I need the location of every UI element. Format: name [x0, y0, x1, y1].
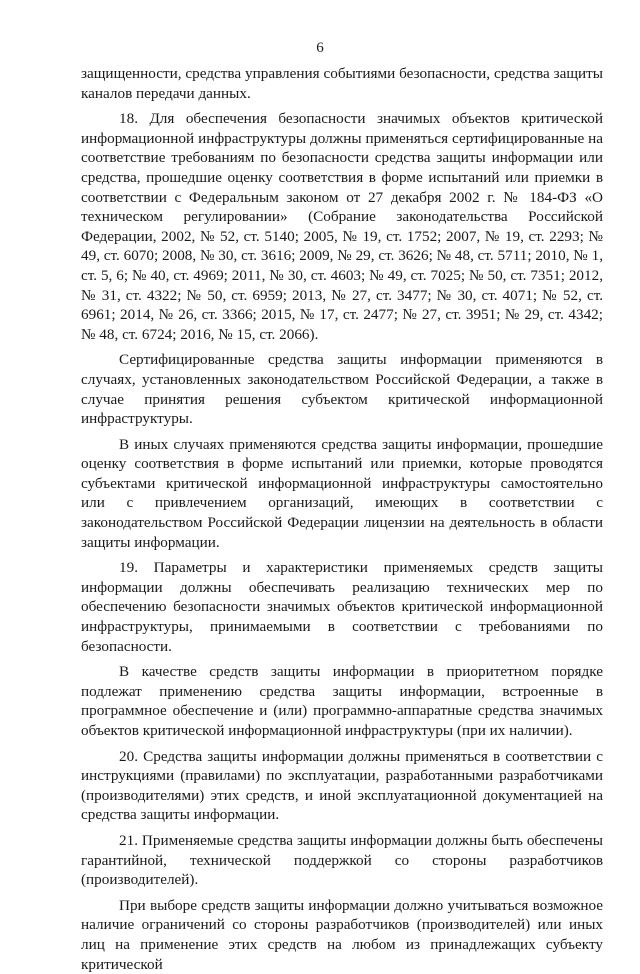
paragraph-priority-tools: В качестве средств защиты информации в приоритетном порядке подлежат применению средства защиты информации, встроенные в программное обеспечение и (или) программно-аппаратные средства значимых объектов критической информационной инфраструктуры (при их наличии).: [81, 663, 603, 739]
paragraph-item-21: 21. Применяемые средства защиты информации должны быть обеспечены гарантийной, технической поддержкой со стороны разработчиков (производителей).: [81, 831, 603, 889]
page-number: 6: [316, 40, 324, 56]
paragraph-certified-tools: Сертифицированные средства защиты информации применяются в случаях, установленных законодательством Российской Федерации, а также в случае принятия решения субъектом критической информационной инфраструктуры.: [81, 351, 603, 428]
paragraph-tool-selection: При выборе средств защиты информации должно учитываться возможное наличие ограничений со стороны разработчиков (производителей) или иных лиц на применение этих средств на любом из принадлежащих субъекту критической: [81, 896, 603, 973]
paragraph-item-20: 20. Средства защиты информации должны применяться в соответствии с инструкциями (правилами) по эксплуатации, разработанными разработчиками (производителями) этих средств, и иной эксплуатационной документацией на средства защиты информации.: [81, 747, 603, 824]
paragraph-item-18: 18. Для обеспечения безопасности значимых объектов критической информационной инфраструктуры должны применяться сертифицированные на соответствие требованиям по безопасности средства защиты информации или средства, прошедшие оценку соответствия в форме испытаний или приемки в соответствии с Федеральным законом от 27 декабря 2002 г. № 184-ФЗ «О техническом регулировании» (Собрание законодательства Российской Федерации, 2002, № 52, ст. 5140; 2005, № 19, ст. 1752; 2007, № 19, ст. 2293; № 49, ст. 6070; 2008, № 30, ст. 3616; 2009, № 29, ст. 3626; № 48, ст. 5711; 2010, № 1, ст. 5, 6; № 40, ст. 4969; 2011, № 30, ст. 4603; № 49, ст. 7025; № 50, ст. 7351; 2012, № 31, ст. 4322; № 50, ст. 6959; 2013, № 27, ст. 3477; № 30, ст. 4071; № 52, ст. 6961; 2014, № 26, ст. 3366; 2015, № 17, ст. 2477; № 27, ст. 3951; № 29, ст. 4342; № 48, ст. 6724; 2016, № 15, ст. 2066).: [81, 110, 603, 343]
document-body: [81, 64, 603, 974]
paragraph-item-19: 19. Параметры и характеристики применяемых средств защиты информации должны обеспечивать реализацию технических мер по обеспечению безопасности значимых объектов критической информационной инфраструктуры, принимаемыми в соответствии с требованиями по безопасности.: [81, 559, 603, 655]
paragraph-other-cases: В иных случаях применяются средства защиты информации, прошедшие оценку соответствия в форме испытаний или приемки, которые проводятся субъектами критической информационной инфраструктуры самостоятельно или с привлечением организаций, имеющих в соответствии с законодательством Российской Федерации лицензии на деятельность в области защиты информации.: [81, 435, 603, 551]
paragraph-continuation: защищенности, средства управления событиями безопасности, средства защиты каналов передачи данных.: [81, 65, 603, 102]
